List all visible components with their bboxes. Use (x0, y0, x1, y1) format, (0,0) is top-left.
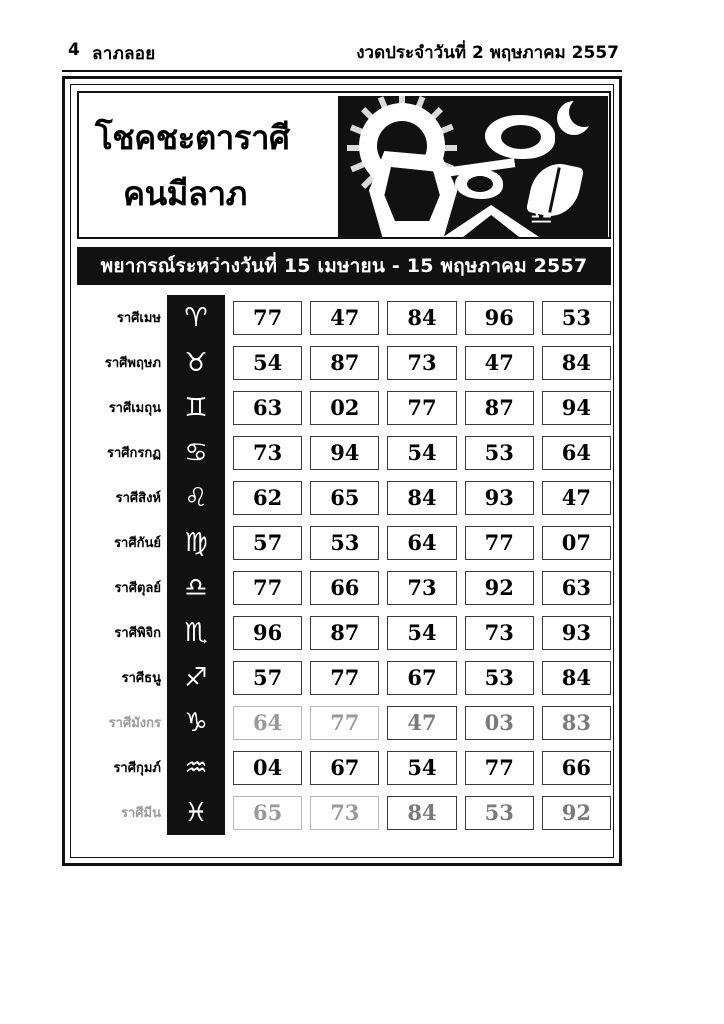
lucky-number-cell: 63 (542, 571, 611, 605)
lucky-number-cell: 54 (233, 346, 302, 380)
lucky-number-cell: 77 (310, 706, 379, 740)
lucky-number-cell: 73 (310, 796, 379, 830)
header-divider (62, 70, 622, 72)
table-row (233, 655, 611, 700)
lucky-number-cell: 53 (465, 436, 534, 470)
lucky-number-cell: 67 (387, 661, 456, 695)
zodiac-symbol-icon: ♊ (184, 392, 208, 423)
lucky-number-cell: 66 (310, 571, 379, 605)
lucky-number-cell: 02 (310, 391, 379, 425)
zodiac-symbol-icon: ♎ (184, 572, 208, 603)
zodiac-symbol-icon: ♉ (184, 347, 208, 378)
lucky-number-cell: 92 (465, 571, 534, 605)
lucky-number-cell: 73 (465, 616, 534, 650)
lucky-number-cell: 77 (465, 751, 534, 785)
lucky-number-cell: 53 (310, 526, 379, 560)
zodiac-symbol-icon: ♐ (184, 662, 208, 693)
moon-shadow (569, 97, 599, 127)
lucky-number-cell: 53 (542, 301, 611, 335)
lucky-number-cell: 03 (465, 706, 534, 740)
lucky-number-cell: 07 (542, 526, 611, 560)
table-row (233, 745, 611, 790)
zodiac-sign-label: ราศีธนู (121, 671, 161, 686)
lucky-number-cell: 84 (387, 481, 456, 515)
lucky-number-cell: 94 (542, 391, 611, 425)
decorative-blob-2-inner (467, 176, 493, 192)
header-issue-date: งวดประจำวันที่ 2 พฤษภาคม 2557 (356, 43, 619, 63)
lucky-numbers-grid (225, 295, 611, 835)
page-number: 4 (68, 40, 80, 60)
lucky-number-cell: 54 (387, 616, 456, 650)
lucky-number-cell: 84 (387, 796, 456, 830)
header-left-title: ลาภลอย (92, 44, 156, 64)
zodiac-sign-label: ราศีตุลย์ (114, 581, 161, 596)
zodiac-sign-label: ราศีพฤษภ (104, 356, 161, 371)
zodiac-symbol-icon: ♓ (184, 797, 208, 828)
zodiac-label-column (77, 295, 167, 835)
table-row (233, 385, 611, 430)
zodiac-sign-label: ราศีกุมภ์ (113, 761, 161, 776)
zodiac-sign-label: ราศีมีน (121, 806, 161, 821)
masthead-title-line1: โชคชะตาราศี (95, 118, 290, 157)
lucky-number-cell: 87 (310, 616, 379, 650)
table-row (233, 610, 611, 655)
forecast-period-text: พยากรณ์ระหว่างวันที่ 15 เมษายน - 15 พฤษภาคม 2557 (100, 255, 588, 277)
lucky-number-cell: 64 (387, 526, 456, 560)
lucky-number-cell: 93 (465, 481, 534, 515)
zodiac-symbol-icon: ♋ (184, 437, 208, 468)
content-frame (62, 76, 622, 866)
lucky-number-cell: 64 (542, 436, 611, 470)
zodiac-sign-label: ราศีเมษ (116, 311, 161, 326)
forecast-period-banner (77, 247, 611, 285)
lucky-number-cell: 66 (542, 751, 611, 785)
zodiac-sign-label: ราศีกรกฏ (107, 446, 161, 461)
lucky-number-cell: 96 (465, 301, 534, 335)
lucky-number-cell: 83 (542, 706, 611, 740)
lucky-number-cell: 77 (465, 526, 534, 560)
lucky-number-cell: 63 (233, 391, 302, 425)
lucky-number-cell: 73 (387, 571, 456, 605)
lucky-number-cell: 84 (387, 301, 456, 335)
lucky-number-cell: 92 (542, 796, 611, 830)
masthead-artwork (335, 93, 609, 237)
lucky-number-cell: 57 (233, 526, 302, 560)
lucky-number-cell: 54 (387, 751, 456, 785)
lucky-number-cell: 87 (465, 391, 534, 425)
lucky-number-cell: 73 (233, 436, 302, 470)
zodiac-sign-label: ราศีมังกร (108, 716, 161, 731)
masthead-title-line2: คนมีลาภ (123, 174, 247, 213)
lucky-number-cell: 47 (310, 301, 379, 335)
libra-zodiac-icon: ♎ (529, 201, 553, 231)
lucky-number-cell: 77 (233, 301, 302, 335)
lucky-number-cell: 57 (233, 661, 302, 695)
lucky-number-cell: 47 (387, 706, 456, 740)
lucky-number-cell: 87 (310, 346, 379, 380)
zodiac-symbol-icon: ♈ (184, 302, 208, 333)
lucky-number-cell: 77 (387, 391, 456, 425)
lucky-number-cell: 53 (465, 796, 534, 830)
table-row (233, 340, 611, 385)
lucky-number-cell: 53 (465, 661, 534, 695)
masthead (77, 91, 611, 239)
lucky-number-cell: 77 (310, 661, 379, 695)
lucky-number-cell: 67 (310, 751, 379, 785)
page-header (0, 38, 724, 68)
decorative-blob-1-inner (501, 125, 541, 149)
zodiac-sign-label: ราศีเมถุน (108, 401, 161, 416)
zodiac-symbol-icon: ♒ (184, 752, 208, 783)
lucky-number-cell: 65 (310, 481, 379, 515)
lucky-number-cell: 62 (233, 481, 302, 515)
zodiac-sign-label: ราศีกันย์ (114, 536, 161, 551)
lucky-number-cell: 47 (465, 346, 534, 380)
lucky-number-cell: 84 (542, 346, 611, 380)
zodiac-sign-label: ราศีพิจิก (114, 626, 161, 641)
zodiac-symbol-icon: ♑ (184, 707, 208, 738)
lucky-number-cell: 96 (233, 616, 302, 650)
zodiac-symbol-icon: ♏ (184, 617, 208, 648)
zodiac-icon-column (167, 295, 225, 835)
table-row (233, 295, 611, 340)
lucky-number-cell: 54 (387, 436, 456, 470)
table-row (233, 430, 611, 475)
masthead-title-block (79, 93, 335, 237)
table-row (233, 520, 611, 565)
lucky-number-cell: 94 (310, 436, 379, 470)
lucky-number-cell: 47 (542, 481, 611, 515)
zodiac-sign-label: ราศีสิงห์ (115, 491, 161, 506)
zodiac-symbol-icon: ♍ (184, 527, 208, 558)
lucky-number-cell: 77 (233, 571, 302, 605)
lucky-number-cell: 93 (542, 616, 611, 650)
lucky-number-cell: 84 (542, 661, 611, 695)
zodiac-number-table (77, 295, 611, 835)
table-row (233, 475, 611, 520)
lucky-number-cell: 04 (233, 751, 302, 785)
table-row (233, 790, 611, 835)
lucky-number-cell: 65 (233, 796, 302, 830)
zodiac-symbol-icon: ♌ (184, 482, 208, 513)
table-row (233, 700, 611, 745)
lucky-number-cell: 64 (233, 706, 302, 740)
lucky-number-cell: 73 (387, 346, 456, 380)
table-row (233, 565, 611, 610)
